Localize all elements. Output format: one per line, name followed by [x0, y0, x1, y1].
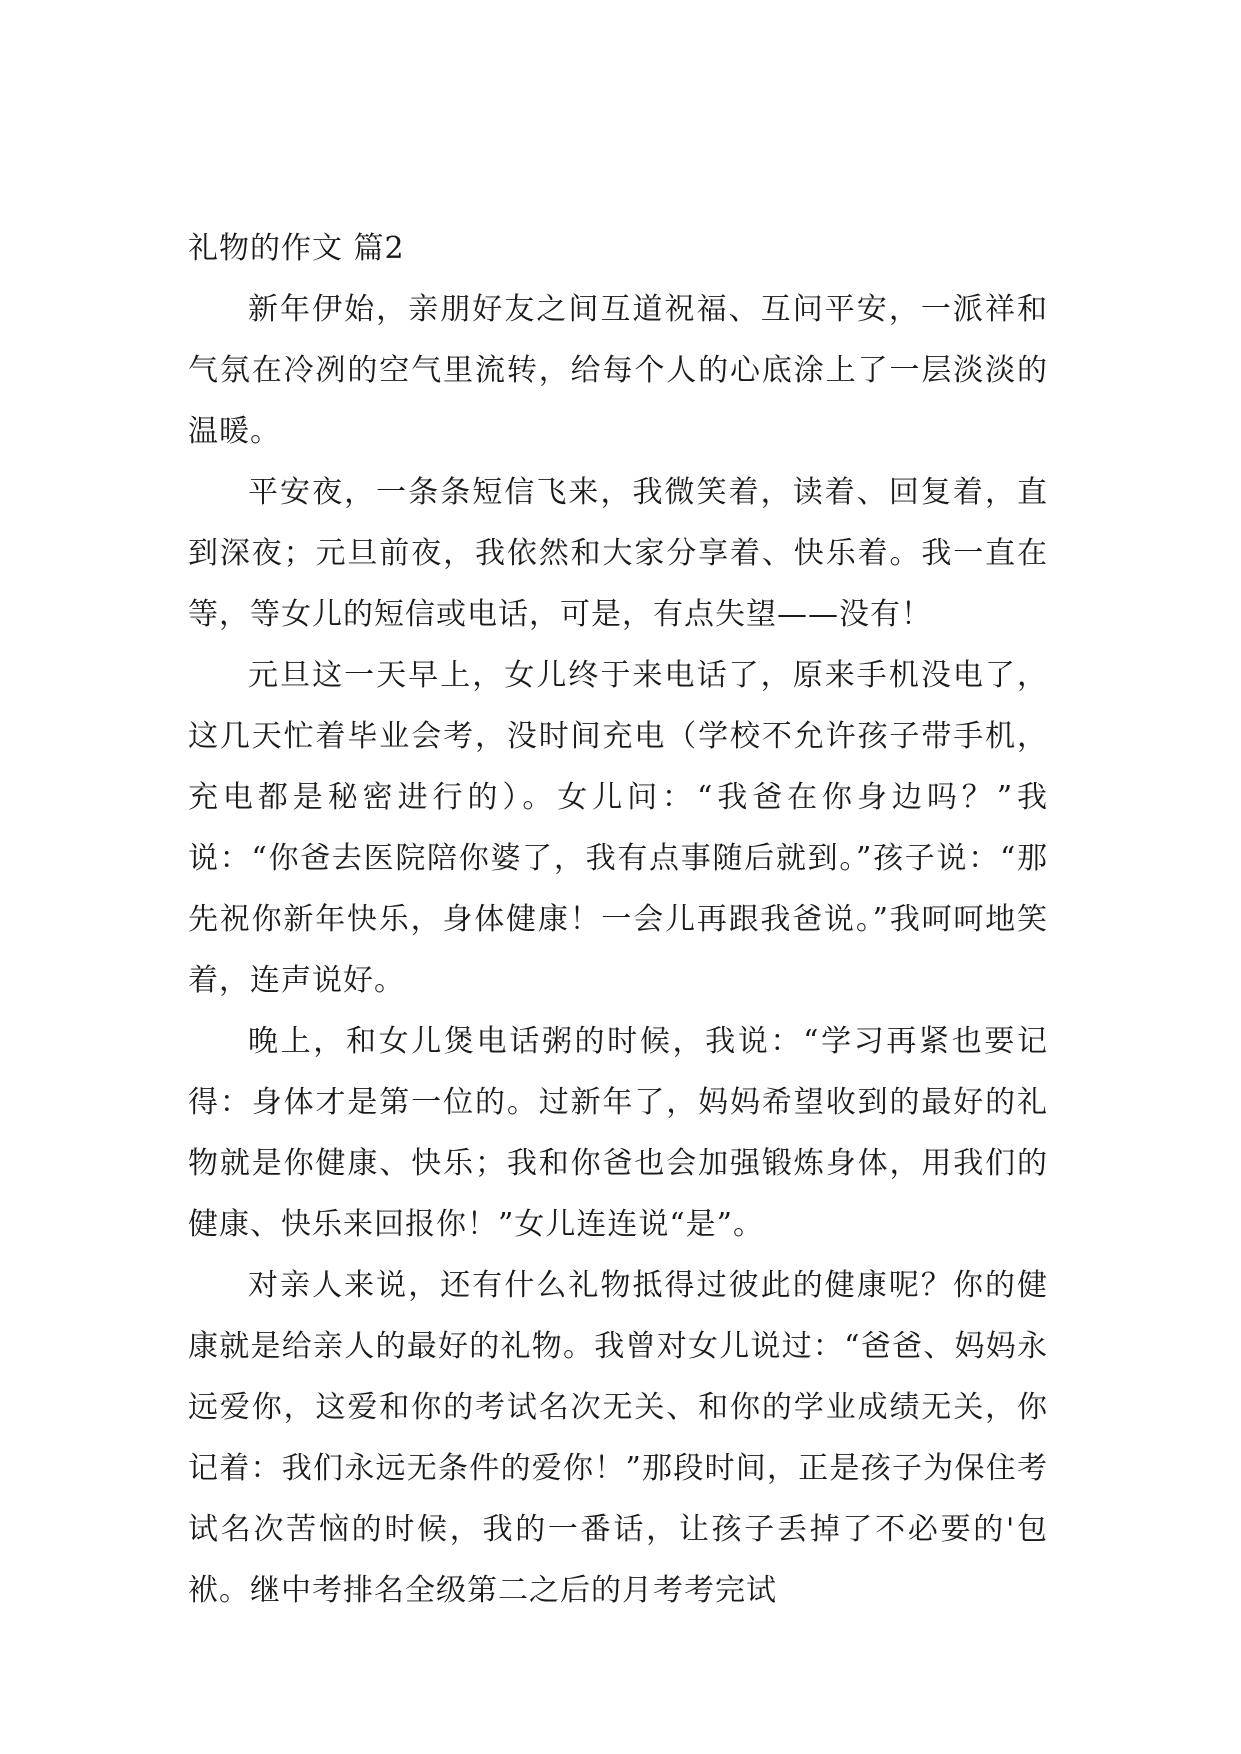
paragraph-5: 对亲人来说，还有什么礼物抵得过彼此的健康呢？你的健康就是给亲人的最好的礼物。我曾对女儿说过：“爸爸、妈妈永远爱你，这爱和你的考试名次无关、和你的学业成绩无关，你记着：我们永远无条件的爱你！”那段时间，正是孩子为保住考试名次苦恼的时候，我的一番话，让孩子丢掉了不必要的'包袱。继中考排名全级第二之后的月考考完试: [188, 1268, 1048, 1608]
paragraph-1: 新年伊始，亲朋好友之间互道祝福、互问平安，一派祥和气氛在冷冽的空气里流转，给每个人的心底涂上了一层淡淡的温暖。: [188, 292, 1048, 449]
paragraph-4: 晚上，和女儿煲电话粥的时候，我说：“学习再紧也要记得：身体才是第一位的。过新年了，妈妈希望收到的最好的礼物就是你健康、快乐；我和你爸也会加强锻炼身体，用我们的健康、快乐来回报你！”女儿连连说“是”。: [188, 1024, 1048, 1242]
document-title: 礼物的作文 篇2: [188, 231, 405, 266]
paragraph-2: 平安夜，一条条短信飞来，我微笑着，读着、回复着，直到深夜；元旦前夜，我依然和大家分享着、快乐着。我一直在等，等女儿的短信或电话，可是，有点失望——没有！: [188, 475, 1048, 632]
paragraph-3: 元旦这一天早上，女儿终于来电话了，原来手机没电了，这几天忙着毕业会考，没时间充电（学校不允许孩子带手机，充电都是秘密进行的）。女儿问：“我爸在你身边吗？”我说：“你爸去医院陪你婆了，我有点事随后就到。”孩子说：“那先祝你新年快乐，身体健康！一会儿再跟我爸说。”我呵呵地笑着，连声说好。: [188, 658, 1048, 998]
document-body: [188, 218, 1048, 1621]
